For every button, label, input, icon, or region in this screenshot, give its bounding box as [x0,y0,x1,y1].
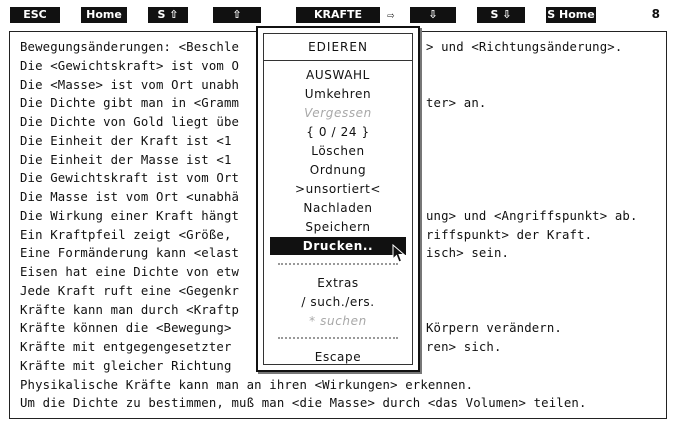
list-item-continuation: riffspunkt> der Kraft. [426,227,593,242]
list-item-continuation [426,301,638,320]
edit-menu [256,26,420,372]
menu-item-escape[interactable]: Escape [314,350,362,364]
shift-down-key[interactable]: S ⇩ [477,7,525,23]
right-arrow-icon: ⇨ [387,8,395,22]
list-item[interactable]: Die Wirkung einer Kraft hängt [20,208,240,223]
mouse-pointer-icon [392,244,406,264]
list-item-continuation [426,282,638,301]
list-item[interactable]: Eisen hat eine Dichte von etw [20,265,240,279]
list-item-continuation [426,263,638,282]
list-item[interactable]: Kräfte mit entgegengesetzter [20,340,232,354]
shift-home-key[interactable]: S Home [547,8,595,21]
list-item[interactable]: Die <Gewichtskraft> ist vom O [20,58,240,73]
list-item[interactable]: Die <Masse> ist vom Ort unabh [20,77,240,92]
list-item-continuation: ren> sich. [426,340,502,354]
list-item-continuation [426,76,638,95]
menu-divider [278,263,398,265]
down-key[interactable]: ⇩ [410,7,456,23]
menu-item-suchen: * suchen [309,314,367,328]
list-item[interactable]: Kräfte mit gleicher Richtung [20,358,232,373]
list-item-continuation [426,57,638,76]
list-item[interactable]: Bewegungsänderungen: <Beschle [20,40,240,54]
list-item-continuation: > und <Richtungsänderung>. [426,40,623,54]
menu-item-auswahl[interactable]: AUSWAHL [306,68,370,82]
home-key[interactable]: Home [81,7,127,23]
section-title-key[interactable]: KRAFTE [296,7,380,23]
list-item[interactable]: Die Gewichtskraft ist vom Ort [20,171,240,186]
list-item-continuation [426,357,638,376]
esc-key[interactable]: ESC [10,7,60,23]
menu-item-ordnung[interactable]: Ordnung [309,163,367,177]
list-item[interactable]: Physikalische Kräfte kann man an ihren <Wirkungen> erkennen. [20,377,474,392]
menu-item-speichern[interactable]: Speichern [305,220,371,234]
function-key-bar [0,0,676,26]
list-item[interactable]: Um die Dichte zu bestimmen, muß man <die Masse> durch <das Volumen> teilen. [20,396,587,411]
menu-item-extras[interactable]: Extras [317,276,359,290]
menu-item-search-replace[interactable]: / such./ers. [301,295,375,309]
list-item-continuation: isch> sein. [426,246,510,261]
menu-item-drucken[interactable]: Drucken.. [270,237,406,255]
menu-item-loeschen[interactable]: Löschen [311,144,365,158]
list-item[interactable]: Kräfte kann man durch <Kraftp [20,302,240,317]
list-item[interactable]: Die Einheit der Masse ist <1 [20,152,232,167]
list-item-continuation [426,376,638,395]
list-item-continuation [426,169,638,188]
list-item[interactable]: Jede Kraft ruft eine <Gegenkr [20,283,240,298]
list-item-continuation: ung> und <Angriffspunkt> ab. [426,208,638,223]
list-item[interactable]: Eine Formänderung kann <elast [20,246,240,261]
list-item[interactable]: Die Dichte von Gold liegt übe [20,115,240,129]
list-item-continuation: Körpern verändern. [426,321,562,336]
page-number: 8 [651,7,660,21]
list-item[interactable]: Die Einheit der Kraft ist <1 [20,133,232,148]
selection-counter: { 0 / 24 } [306,125,370,139]
list-item-continuation [426,394,638,413]
menu-title: EDIEREN [264,34,412,61]
menu-item-sort-mode[interactable]: >unsortiert< [294,182,382,196]
list-item[interactable]: Kräfte können die <Bewegung> [20,321,232,336]
menu-item-umkehren[interactable]: Umkehren [304,87,372,101]
list-item-continuation [426,113,638,132]
edit-menu-panel [263,33,413,365]
up-key[interactable]: ⇧ [213,7,261,23]
list-item-continuation [426,188,638,207]
menu-item-nachladen[interactable]: Nachladen [303,201,373,215]
list-item[interactable]: Ein Kraftpfeil zeigt <Größe, [20,227,232,242]
list-item-continuation [426,151,638,170]
menu-item-vergessen: Vergessen [304,106,372,120]
list-item[interactable]: Die Masse ist vom Ort <unabhä [20,190,240,204]
menu-divider [278,337,398,339]
statement-list-right-part [426,38,638,413]
list-item[interactable]: Die Dichte gibt man in <Gramm [20,96,240,111]
list-item-continuation: ter> an. [426,96,487,111]
list-item-continuation [426,132,638,151]
shift-up-key[interactable]: S ⇧ [148,7,188,23]
